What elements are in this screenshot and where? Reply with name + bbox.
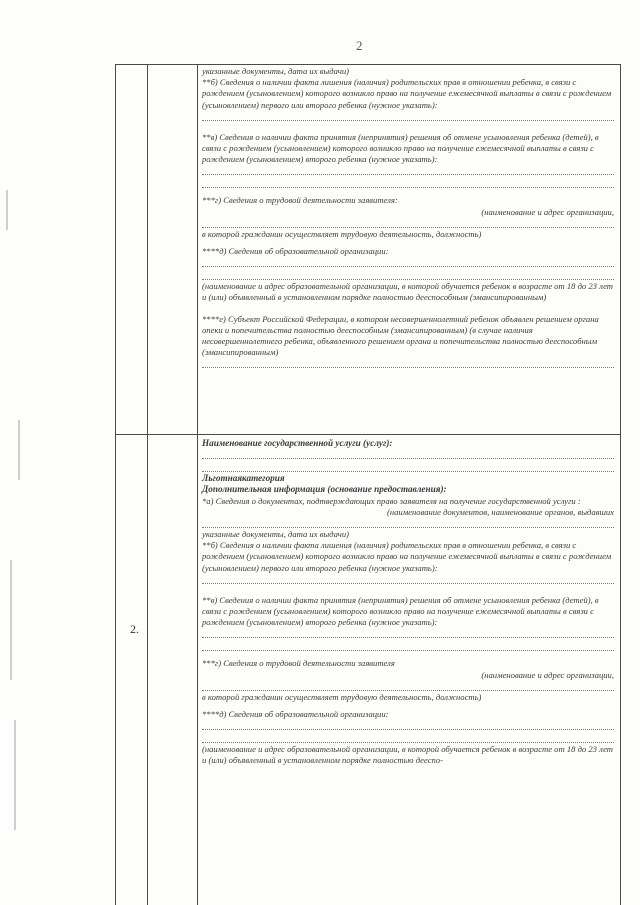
- scan-edge-artifact: [6, 190, 8, 230]
- item-v-text: **в) Сведения о наличии факта принятия (непринятия) решения об отмене усыновления ребенка (детей), в связи с рождением (усыновлением) которого возникло право на получение ежемесячной выплаты в связи с рождением (усыновлением) второго ребенка (нужное указать):: [202, 131, 599, 165]
- service-title: Наименование государственной услуги (услуг):: [202, 438, 393, 448]
- benefit-category: Льготнаякатегория: [202, 473, 285, 484]
- page-number: 2: [356, 38, 363, 53]
- item-d-note: (наименование и адрес образовательной организации, в которой обучается ребенок в возрасте от 18 до 23 лет и (или) объявленный в установленном порядке полностью дееспо-: [202, 744, 613, 766]
- fill-line[interactable]: [202, 178, 614, 188]
- table-border-left: [115, 64, 116, 905]
- item-b-text: **б) Сведения о наличии факта лишения (наличия) родительских прав в отношении ребенка, в связи с рождением (усыновлением) которого возникло право на получение ежемесячной выплаты в связи с рождением (усыновлением) первого или второго ребенка (нужное указать):: [202, 540, 612, 573]
- fill-line[interactable]: [202, 449, 614, 459]
- item-g-note: (наименование и адрес организации,: [481, 669, 614, 680]
- fill-line[interactable]: [202, 641, 614, 651]
- scan-edge-artifact: [10, 560, 12, 680]
- item-a-note: (наименование документов, наименование органов, выдавших: [387, 506, 614, 517]
- table-column-divider: [197, 64, 198, 905]
- section-2: [202, 438, 614, 767]
- row-number: 2.: [130, 622, 139, 636]
- item-g-text: ***г) Сведения о трудовой деятельности заявителя:: [202, 195, 398, 206]
- fill-line[interactable]: [202, 462, 614, 472]
- fill-line[interactable]: [202, 733, 614, 743]
- fill-line[interactable]: [202, 218, 614, 228]
- item-d-text: ****д) Сведения об образовательной организации:: [202, 709, 389, 720]
- fill-line[interactable]: [202, 358, 614, 368]
- table-border-top: [115, 64, 620, 65]
- item-d-text: ****д) Сведения об образовательной организации:: [202, 246, 389, 257]
- item-g-note2: в которой гражданин осуществляет трудовую деятельность, должность): [202, 228, 482, 239]
- table-row-divider: [115, 434, 620, 435]
- section-1: [202, 66, 614, 369]
- item-a-tail: указанные документы, дата их выдачи): [202, 66, 350, 76]
- item-b-text: **б) Сведения о наличии факта лишения (наличия) родительских прав в отношении ребенка, в связи с рождением (усыновлением) которого возникло право на получение ежемесячной выплаты в связи с рождением (усыновлением) первого или второго ребенка (нужное указать):: [202, 77, 612, 110]
- fill-line[interactable]: [202, 628, 614, 638]
- scan-edge-artifact: [14, 720, 16, 830]
- item-e-text: ****е) Субъект Российской Федерации, в котором несовершеннолетний ребенок объявлен решением органа опеки и попечительства полностью дееспособным (эмансипированным) (в случае наличия несовершеннолетнего ребенка, объявленного решением органа и попечительства полностью дееспособным (эмансипированным): [202, 313, 599, 358]
- item-a-tail: указанные документы, дата их выдачи): [202, 529, 350, 540]
- table-border-right: [620, 64, 621, 905]
- table-column-divider: [147, 64, 148, 905]
- fill-line[interactable]: [202, 720, 614, 730]
- fill-line[interactable]: [202, 257, 614, 267]
- fill-line[interactable]: [202, 165, 614, 175]
- item-g-note: (наименование и адрес организации,: [481, 206, 614, 217]
- scan-edge-artifact: [18, 420, 20, 480]
- fill-line[interactable]: [202, 270, 614, 280]
- fill-line[interactable]: [202, 111, 614, 121]
- fill-line[interactable]: [202, 574, 614, 584]
- fill-line[interactable]: [202, 681, 614, 691]
- extra-info-heading: Дополнительная информация (основание предоставления):: [202, 484, 447, 495]
- item-g-note2: в которой гражданин осуществляет трудовую деятельность, должность): [202, 691, 482, 702]
- item-v-text: **в) Сведения о наличии факта принятия (непринятия) решения об отмене усыновления ребенка (детей), в связи с рождением (усыновлением) которого возникло право на получение ежемесячной выплаты в связи с рождением (усыновлением) второго ребенка (нужное указать):: [202, 594, 599, 628]
- item-d-note: (наименование и адрес образовательной организации, в которой обучается ребенок в возрасте от 18 до 23 лет и (или) объявленный в установленном порядке полностью дееспособным (эмансипированным): [202, 281, 613, 303]
- item-a-text: *а) Сведения о документах, подтверждающих право заявителя на получение государственной услуги :: [202, 495, 581, 506]
- item-g-text: ***г) Сведения о трудовой деятельности заявителя: [202, 658, 395, 669]
- fill-line[interactable]: [202, 518, 614, 528]
